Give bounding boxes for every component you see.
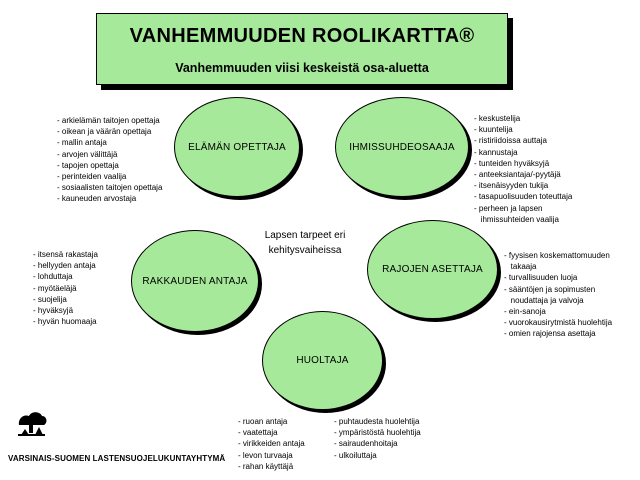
- list-item: - kannustaja: [474, 147, 518, 157]
- list-item: noudattaja ja valvoja: [504, 295, 584, 305]
- list-item: - turvallisuuden luoja: [504, 273, 578, 283]
- role-ihmissuhdeosaaja: [335, 97, 469, 197]
- list-item: - ruoan antaja: [238, 417, 288, 426]
- list-item: - sääntöjen ja sopimusten: [504, 284, 596, 294]
- list-rakkauden-antaja: [33, 249, 98, 327]
- list-item: - ristiriidoissa auttaja: [474, 136, 547, 146]
- list-item: - kuuntelija: [474, 125, 513, 135]
- list-item: - myötäeläjä: [33, 283, 77, 293]
- center-line-1: Lapsen tarpeet eri: [264, 230, 346, 241]
- list-item: - keskustelija: [474, 114, 521, 123]
- list-item: - sairaudenhoitaja: [334, 439, 398, 449]
- list-item: - fyysisen koskemattomuuden: [504, 251, 610, 260]
- list-item: - lohduttaja: [33, 272, 73, 282]
- list-item: - ympäristöstä huolehtija: [334, 428, 421, 438]
- list-item: - perinteiden vaalija: [57, 172, 127, 182]
- role-elaman-opettaja: [174, 97, 300, 197]
- list-item: - arvojen välittäjä: [57, 149, 118, 159]
- list-item: - mallin antaja: [57, 138, 107, 148]
- list-rajojen-asettaja: [504, 250, 612, 340]
- role-label: HUOLTAJA: [296, 355, 349, 366]
- list-item: - levon turvaaja: [238, 450, 293, 460]
- list-item: - tapojen opettaja: [57, 160, 119, 170]
- list-item: - oikean ja väärän opettaja: [57, 127, 152, 137]
- list-item: - suojelija: [33, 294, 67, 304]
- list-item: takaaja: [504, 262, 537, 272]
- list-item: - vaatettaja: [238, 428, 278, 438]
- list-item: - vuorokausirytmistä huolehtija: [504, 318, 613, 328]
- list-elaman-opettaja: [57, 115, 162, 205]
- list-item: - omien rajojensa asettaja: [504, 329, 596, 339]
- list-item: - ein-sanoja: [504, 307, 546, 317]
- list-item: ihmissuhteiden vaalija: [474, 214, 559, 224]
- list-item: - ulkoiluttaja: [334, 450, 377, 460]
- role-label: ELÄMÄN OPETTAJA: [188, 141, 286, 153]
- list-item: - hyväksyjä: [33, 306, 74, 316]
- diagram-title: VANHEMMUUDEN ROOLIKARTTA®: [129, 25, 475, 47]
- list-item: - rahan käyttäjä: [238, 461, 294, 471]
- list-item: - perheen ja lapsen: [474, 203, 543, 213]
- list-ihmissuhdeosaaja: [474, 113, 572, 225]
- list-item: - hellyyden antaja: [33, 261, 96, 271]
- role-label: RAKKAUDEN ANTAJA: [142, 275, 248, 287]
- organization-name: VARSINAIS-SUOMEN LASTENSUOJELUKUNTAYHTYMÄ: [8, 454, 226, 463]
- list-item: - itsenäisyyden tukija: [474, 181, 549, 191]
- title-box: [96, 13, 508, 85]
- list-huoltaja-left: [238, 416, 305, 472]
- role-rakkauden-antaja: [131, 230, 259, 332]
- list-item: - hyvän huomaaja: [33, 317, 97, 327]
- tree-logo-icon: [16, 408, 48, 443]
- list-huoltaja-right: [334, 416, 421, 461]
- role-label: IHMISSUHDEOSAAJA: [349, 141, 455, 153]
- list-item: - tunteiden hyväksyjä: [474, 158, 550, 168]
- list-item: - kauneuden arvostaja: [57, 194, 137, 204]
- role-huoltaja: [262, 311, 383, 410]
- list-item: - arkielämän taitojen opettaja: [57, 116, 160, 125]
- list-item: - anteeksiantaja/-pyytäjä: [474, 170, 561, 180]
- list-item: - itsensä rakastaja: [33, 250, 98, 259]
- list-item: - sosiaalisten taitojen opettaja: [57, 183, 163, 193]
- role-label: RAJOJEN ASETTAJA: [382, 264, 483, 275]
- list-item: - tasapuolisuuden toteuttaja: [474, 192, 573, 202]
- center-text: [245, 228, 365, 258]
- list-item: - virikkeiden antaja: [238, 439, 305, 449]
- list-item: - puhtaudesta huolehtija: [334, 417, 420, 426]
- diagram-subtitle: Vanhemmuuden viisi keskeistä osa-aluetta: [175, 61, 429, 75]
- center-line-2: kehitysvaiheissa: [268, 245, 342, 256]
- role-rajojen-asettaja: [367, 220, 498, 319]
